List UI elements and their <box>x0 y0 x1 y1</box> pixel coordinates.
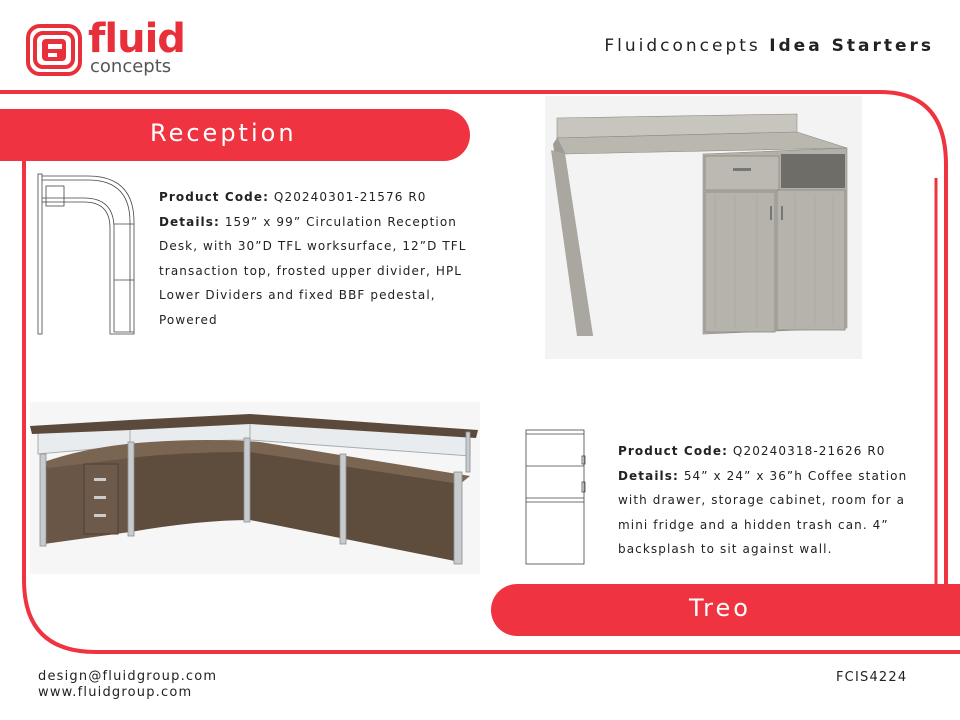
treo-banner <box>491 584 960 636</box>
coffee-station-image <box>545 96 862 359</box>
reception-details-line <box>159 210 479 333</box>
details-label: Details: <box>159 214 220 229</box>
reception-product-code-line <box>159 185 479 210</box>
reception-plan-drawing <box>36 172 151 339</box>
treo-plan-drawing <box>520 426 590 566</box>
treo-description <box>618 439 938 562</box>
reception-banner-label: Reception <box>150 119 297 147</box>
footer-email[interactable]: design@fluidgroup.com <box>38 669 218 684</box>
fluid-concepts-logo <box>26 16 186 82</box>
page-title <box>604 36 934 56</box>
title-bold: Idea Starters <box>769 36 934 56</box>
logo-word-fluid: fluid <box>88 16 185 62</box>
product-code-value: Q20240301-21576 R0 <box>269 190 427 204</box>
footer-website[interactable]: www.fluidgroup.com <box>38 685 193 700</box>
treo-banner-label: Treo <box>689 594 751 622</box>
treo-product-code-line <box>618 439 938 464</box>
details-label: Details: <box>618 468 679 483</box>
treo-details-line <box>618 464 938 562</box>
product-code-value: Q20240318-21626 R0 <box>728 444 886 458</box>
details-value: 54” x 24” x 36”h Coffee station with drawer, storage cabinet, room for a mini fridge and a hidden trash can. 4” backsplash to sit against wall. <box>618 468 908 556</box>
product-code-label: Product Code: <box>618 444 728 458</box>
details-value: 159” x 99” Circulation Reception Desk, with 30”D TFL worksurface, 12”D TFL transaction top, frosted upper divider, HPL Lower Dividers and fixed BBF pedestal, Powered <box>159 214 467 327</box>
footer-doc-code: FCIS4224 <box>836 670 908 685</box>
title-prefix: Fluidconcepts <box>604 36 770 56</box>
reception-description <box>159 185 479 332</box>
logo-mark-icon <box>26 24 82 76</box>
logo-word-concepts: concepts <box>90 56 172 77</box>
reception-desk-image <box>30 402 480 574</box>
product-code-label: Product Code: <box>159 190 269 204</box>
reception-banner <box>0 109 470 161</box>
